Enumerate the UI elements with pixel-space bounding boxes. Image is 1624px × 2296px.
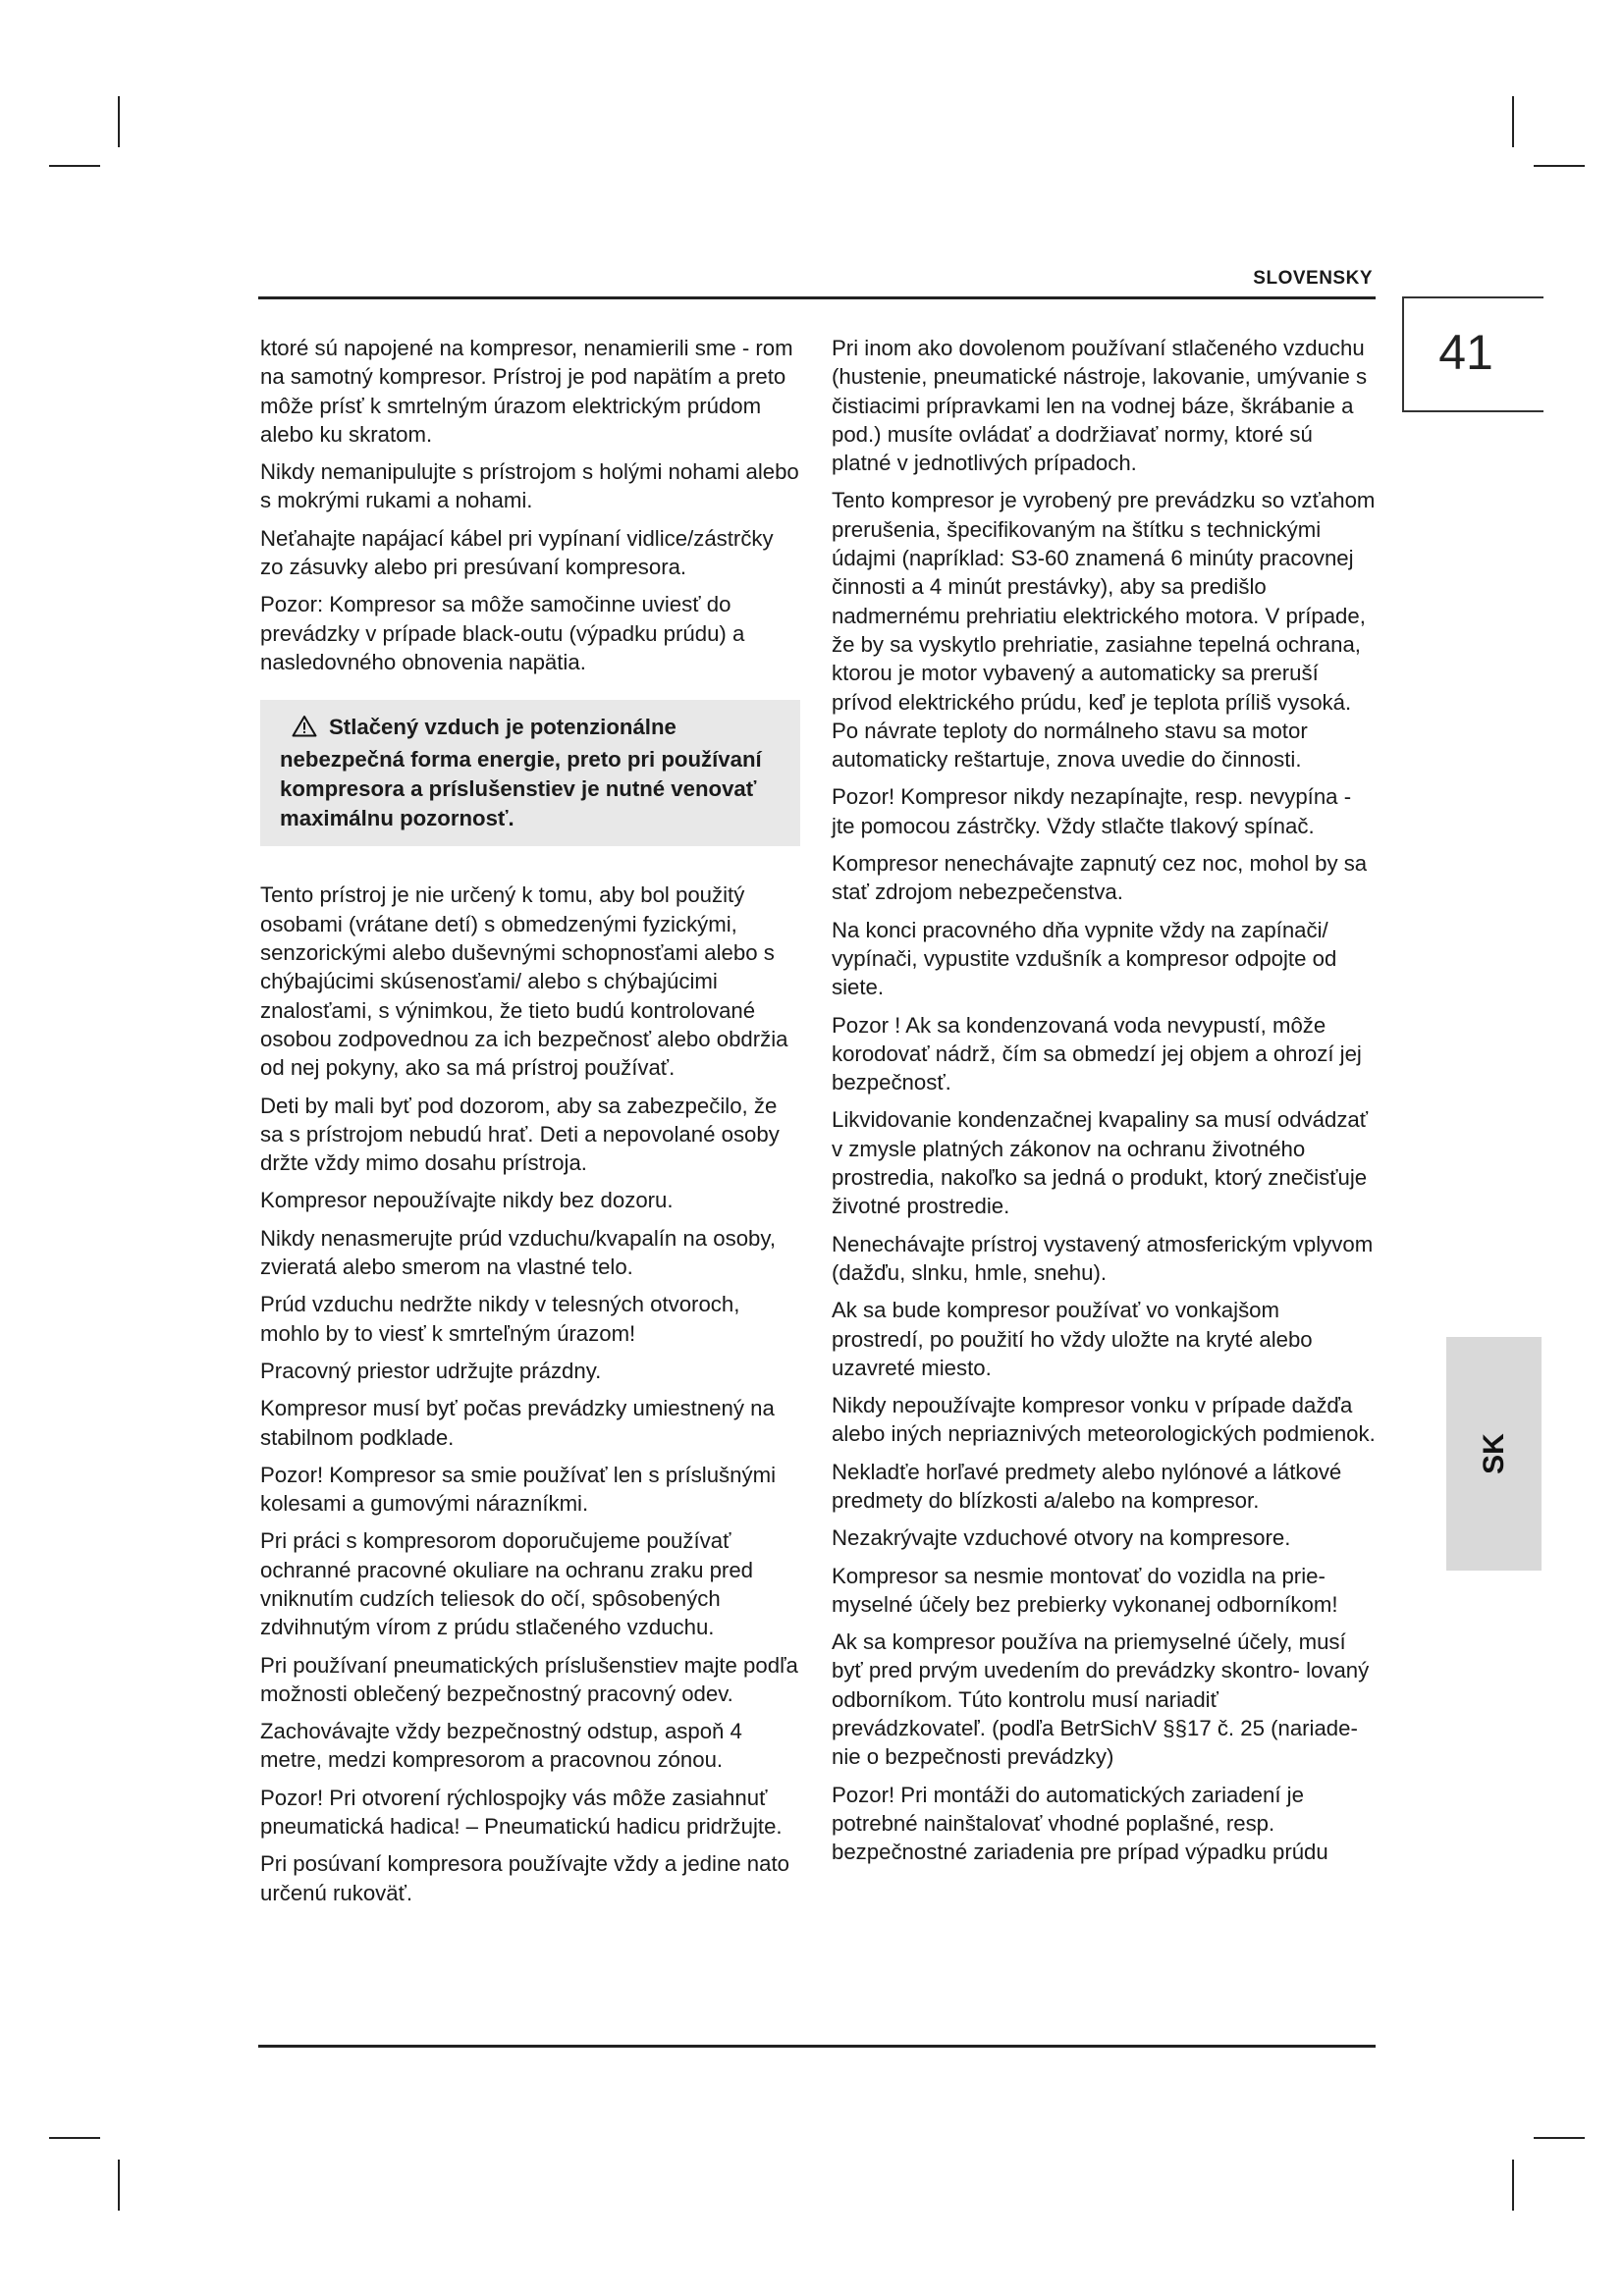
paragraph: Pozor! Pri otvorení rýchlospojky vás môže zasiahnuť pneumatická hadica! – Pneumatickú hadicu pridržujte. (260, 1785, 783, 1840)
paragraph: Nezakrývajte vzduchové otvory na kompresore. (832, 1525, 1291, 1551)
paragraph: Prúd vzduchu nedržte nikdy v telesných otvoroch, mohlo by to viesť k smrteľným úrazom! (260, 1292, 740, 1346)
paragraph: Nikdy nepoužívajte kompresor vonku v prípade dažďa alebo iných nepriaznivých meteorologických podmienok. (832, 1393, 1376, 1447)
warning-text: Stlačený vzduch je potenzionálne nebezpečná forma energie, preto pri používaní kompresora a príslušenstiev je nutné venovať maximálnu pozornosť. (280, 715, 762, 830)
paragraph: Tento prístroj je nie určený k tomu, aby bol použitý osobami (vrátane detí) s obmedzenými fyzickými, senzorickými alebo duševnými schopnosťami alebo s chýbajúcimi skúsenosťami/ alebo s chýbajúcimi znalosťami, s výnimkou, že tieto budú kontrolované osobou zodpovednou za ich bezpečnosť alebo obdržia od nej pokyny, ako sa má prístroj používať. (260, 882, 788, 1081)
paragraph: Pri práci s kompresorom doporučujeme používať ochranné pracovné okuliare na ochranu zraku pred vniknutím cudzích teliesok do očí, spôsobených zdvihnutým vírom z prúdu stlačeného vzduchu. (260, 1528, 754, 1640)
crop-mark (49, 165, 100, 167)
paragraph: Pri používaní pneumatických príslušenstiev majte podľa možnosti oblečený bezpečnostný pracovný odev. (260, 1652, 798, 1706)
paragraph: Pozor: Kompresor sa môže samočinne uviesť do prevádzky v prípade black-outu (výpadku prúdu) a nasledovného obnovenia napätia. (260, 592, 745, 674)
paragraph: Kompresor musí byť počas prevádzky umiestnený na stabilnom podklade. (260, 1396, 775, 1450)
paragraph: Deti by mali byť pod dozorom, aby sa zabezpečilo, že sa s prístrojom nebudú hrať. Deti a nepovolané osoby držte vždy mimo dosahu prístroja. (260, 1093, 780, 1176)
crop-mark (1534, 2137, 1585, 2139)
paragraph: Pozor! Pri montáži do automatických zariadení je potrebné nainštalovať vhodné poplašné, resp. bezpečnostné zariadenia pre prípad výpadku prúdu (832, 1782, 1328, 1865)
paragraph: Ak sa bude kompresor používať vo vonkajšom prostredí, po použití ho vždy uložte na kryté alebo uzavreté miesto. (832, 1298, 1313, 1380)
language-side-tab (1446, 1337, 1542, 1571)
paragraph: Neťahajte napájací kábel pri vypínaní vidlice/zástrčky zo zásuvky alebo pri presúvaní kompresora. (260, 525, 774, 580)
paragraph: Nikdy nemanipulujte s prístrojom s holými nohami alebo s mokrými rukami a nohami. (260, 459, 799, 513)
paragraph: Pracovný priestor udržujte prázdny. (260, 1358, 602, 1383)
paragraph: Nikdy nenasmerujte prúd vzduchu/kvapalín na osoby, zvieratá alebo smerom na vlastné telo. (260, 1225, 776, 1280)
paragraph: ktoré sú napojené na kompresor, nenamierili sme - rom na samotný kompresor. Prístroj je pod napätím a preto môže prísť k smrtelným úrazom elektrickým prúdom alebo ku skratom. (260, 336, 793, 447)
paragraph: Pozor! Kompresor nikdy nezapínajte, resp. nevypína - jte pomocou zástrčky. Vždy stlačte tlakový spínač. (832, 784, 1352, 838)
warning-triangle-icon (292, 715, 317, 745)
paragraph: Na konci pracovného dňa vypnite vždy na zapínači/ vypínači, vypustite vzdušník a kompresor odpojte od siete. (832, 917, 1337, 1000)
paragraph: Kompresor sa nesmie montovať do vozidla na prie- myselné účely bez prebierky vykonanej odborníkom! (832, 1563, 1338, 1617)
paragraph: Kompresor nepoužívajte nikdy bez dozoru. (260, 1188, 674, 1213)
footer-rule (258, 2045, 1376, 2048)
paragraph: Pri inom ako dovolenom používaní stlačeného vzduchu (hustenie, pneumatické nástroje, lakovanie, umývanie s čistiacimi prípravkami len na vodnej báze, škrábanie a pod.) musíte ovládať a dodržiavať normy, ktoré sú platné v jednotlivých prípadoch. (832, 336, 1368, 476)
language-tab-label: SK (1477, 1433, 1510, 1474)
paragraph: Pozor! Kompresor sa smie používať len s príslušnými kolesami a gumovými nárazníkmi. (260, 1462, 776, 1517)
paragraph: Pozor ! Ak sa kondenzovaná voda nevypustí, môže korodovať nádrž, čím sa obmedzí jej objem a ohrozí jej bezpečnosť. (832, 1012, 1362, 1095)
paragraph: Tento kompresor je vyrobený pre prevádzku so vzťahom prerušenia, špecifikovaným na štítku s technickými údajmi (napríklad: S3-60 znamená 6 minúty pracovnej činnosti a 4 minút prestávky), aby sa predišlo nadmernému prehriatiu elektrického motora. V prípade, že by sa vyskytlo prehriatie, zasiahne tepelná ochrana, ktorou je motor vybavený a automaticky sa preruší prívod elektrického prúdu, keď je teplota príliš vysoká. Po návrate teploty do normálneho stavu sa motor automaticky reštartuje, znova uvedie do činnosti. (832, 488, 1376, 773)
page-number: 41 (1438, 325, 1493, 380)
right-column (832, 334, 1377, 1876)
crop-mark (1534, 165, 1585, 167)
header-rule (258, 296, 1376, 299)
crop-mark (118, 2160, 120, 2211)
crop-mark (1512, 2160, 1514, 2211)
crop-mark (49, 2137, 100, 2139)
language-header: SLOVENSKY (1253, 268, 1373, 289)
paragraph: Ak sa kompresor používa na priemyselné účely, musí byť pred prvým uvedením do prevádzky skontro- lovaný odborníkom. Túto kontrolu musí nariadiť prevádzkovateľ. (podľa BetrSichV §§17 č. 25 (nariade- nie o bezpečnosti prevádzky) (832, 1629, 1370, 1770)
crop-mark (1512, 96, 1514, 147)
paragraph: Kompresor nenechávajte zapnutý cez noc, mohol by sa stať zdrojom nebezpečenstva. (832, 851, 1368, 905)
warning-box (260, 700, 800, 846)
paragraph: Nenechávajte prístroj vystavený atmosferickým vplyvom (dažďu, slnku, hmle, snehu). (832, 1231, 1374, 1285)
paragraph: Pri posúvaní kompresora používajte vždy a jedine nato určenú rukoväť. (260, 1851, 789, 1905)
left-column (260, 334, 800, 1916)
paragraph: Nekladťe horľavé predmety alebo nylónové a látkové predmety do blízkosti a/alebo na kompresor. (832, 1459, 1342, 1513)
paragraph: Zachovávajte vždy bezpečnostný odstup, aspoň 4 metre, medzi kompresorom a pracovnou zónou. (260, 1719, 742, 1773)
crop-mark (118, 96, 120, 147)
paragraph: Likvidovanie kondenzačnej kvapaliny sa musí odvádzať v zmysle platných zákonov na ochranu životného prostredia, nakoľko sa jedná o produkt, ktorý znečisťuje životné prostredie. (832, 1107, 1369, 1219)
